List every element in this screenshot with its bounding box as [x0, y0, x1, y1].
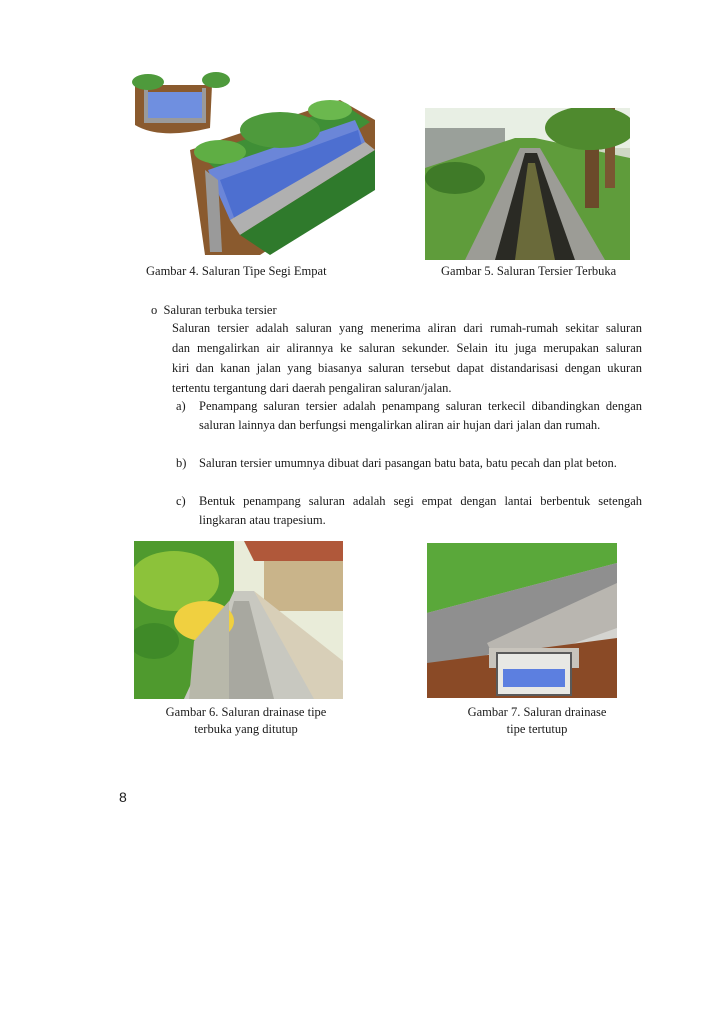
- figure-7-image: [427, 543, 617, 698]
- list-marker: c): [176, 494, 186, 508]
- figure-4-image: [130, 70, 380, 260]
- section-heading: [151, 301, 277, 319]
- figure-7-caption-line2: tipe tertutup: [506, 722, 568, 736]
- paragraph-line: tertentu tergantung dari daerah pengaliran saluran/jalan.: [172, 381, 452, 395]
- figure-6-caption: [156, 704, 336, 738]
- figure-5-image: [425, 108, 630, 260]
- figure-4-caption: Gambar 4. Saluran Tipe Segi Empat: [146, 264, 327, 278]
- list-item-b: [176, 454, 642, 473]
- list-text: Bentuk penampang saluran adalah segi empat dengan lantai berbentuk setengah lingkaran atau trapesium.: [199, 494, 642, 527]
- list-item-c: [176, 492, 642, 530]
- paragraph-line: Saluran tersier adalah saluran yang menerima aliran dari rumah-rumah sekitar saluran: [172, 321, 642, 335]
- page-number: 8: [119, 789, 127, 805]
- section-paragraph: [172, 318, 642, 398]
- section-heading-text: Saluran terbuka tersier: [163, 303, 277, 317]
- figure-5-caption: Gambar 5. Saluran Tersier Terbuka: [441, 264, 617, 278]
- figure-7-caption-line1: Gambar 7. Saluran drainase: [467, 705, 607, 719]
- figure-6-caption-line1: Gambar 6. Saluran drainase tipe: [165, 705, 327, 719]
- figure-6-image: [134, 541, 343, 699]
- list-marker: b): [176, 456, 187, 470]
- figure-6-caption-line2: terbuka yang ditutup: [194, 722, 298, 736]
- list-text: Penampang saluran tersier adalah penampang saluran terkecil dibandingkan dengan saluran lainnya dan berfungsi mengalirkan aliran air hujan dari jalan dan rumah.: [199, 399, 642, 432]
- figure-7-caption: [452, 704, 622, 738]
- list-marker: a): [176, 399, 186, 413]
- bullet-marker: o: [151, 303, 158, 317]
- paragraph-line: dan mengalirkan air alirannya ke saluran sekunder. Selain itu juga merupakan saluran: [172, 341, 642, 355]
- list-item-a: [176, 397, 642, 435]
- list-text: Saluran tersier umumnya dibuat dari pasangan batu bata, batu pecah dan plat beton.: [199, 456, 617, 470]
- paragraph-line: kiri dan kanan jalan yang biasanya saluran tersebut dapat distandarisasi dengan ukuran: [172, 361, 642, 375]
